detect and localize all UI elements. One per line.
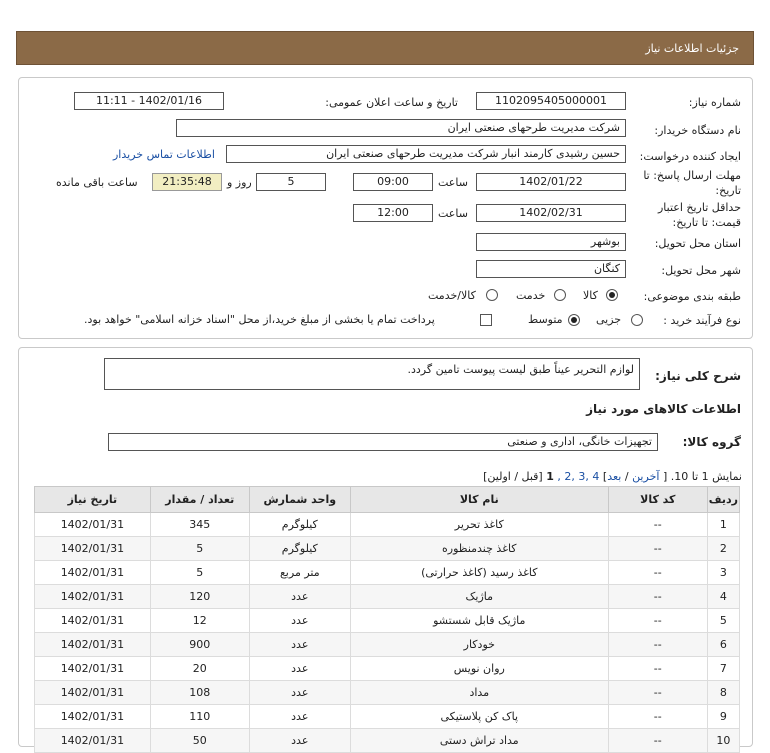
items-table-body [35, 513, 740, 753]
cell-need-date: 1402/01/31 [35, 633, 151, 657]
reply-date-field: 1402/01/22 [476, 173, 626, 191]
cell-need-date: 1402/01/31 [35, 561, 151, 585]
reply-deadline-label-2: تاریخ: [715, 184, 741, 197]
table-row[interactable] [35, 657, 740, 681]
cell-item-code: -- [608, 729, 707, 753]
goods-group-field: تجهیزات خانگی، اداری و صنعتی [108, 433, 658, 451]
days-field: 5 [256, 173, 326, 191]
cell-unit: عدد [249, 609, 350, 633]
cell-need-date: 1402/01/31 [35, 585, 151, 609]
remaining-time-label: ساعت باقی مانده [56, 176, 138, 189]
process-radio-minor[interactable] [631, 314, 643, 326]
table-header-row [35, 487, 740, 513]
cell-item-code: -- [608, 705, 707, 729]
city-label: شهر محل تحویل: [661, 264, 741, 277]
col-quantity: تعداد / مقدار [150, 487, 249, 513]
table-row[interactable] [35, 561, 740, 585]
cell-quantity: 110 [150, 705, 249, 729]
category-option-goods: کالا [583, 289, 598, 302]
page-header [16, 31, 754, 65]
cell-quantity: 5 [150, 537, 249, 561]
cell-need-date: 1402/01/31 [35, 705, 151, 729]
cell-row-number: 8 [707, 681, 739, 705]
pagination-page-links[interactable]: 4 ,3 ,2 , [557, 470, 600, 483]
cell-item-code: -- [608, 561, 707, 585]
cell-item-name: خودکار [350, 633, 608, 657]
description-label: شرح کلی نیاز: [655, 369, 741, 383]
pagination-separator: / [624, 470, 629, 483]
validity-time-label: ساعت [438, 207, 468, 220]
items-table [34, 486, 740, 753]
need-number-label: شماره نیاز: [688, 96, 741, 109]
cell-row-number: 5 [707, 609, 739, 633]
cell-need-date: 1402/01/31 [35, 657, 151, 681]
cell-item-code: -- [608, 609, 707, 633]
table-row[interactable] [35, 729, 740, 753]
cell-item-code: -- [608, 537, 707, 561]
cell-unit: عدد [249, 585, 350, 609]
reply-deadline-label: مهلت ارسال پاسخ: تا [643, 169, 741, 182]
cell-unit: عدد [249, 681, 350, 705]
announce-field: 1402/01/16 - 11:11 [74, 92, 224, 110]
payment-note: پرداخت تمام یا بخشی از مبلغ خرید،از محل "اسناد خزانه اسلامی" خواهد بود. [84, 313, 435, 326]
cell-item-name: روان نویس [350, 657, 608, 681]
cell-need-date: 1402/01/31 [35, 681, 151, 705]
cell-quantity: 20 [150, 657, 249, 681]
col-row-number: ردیف [707, 487, 739, 513]
days-label: روز و [227, 176, 252, 189]
cell-unit: عدد [249, 729, 350, 753]
reply-time-label: ساعت [438, 176, 468, 189]
goods-info-title: اطلاعات کالاهای مورد نیاز [586, 402, 741, 416]
buyer-field: شرکت مدیریت طرحهای صنعتی ایران [176, 119, 626, 137]
creator-label: ایجاد کننده درخواست: [639, 150, 741, 163]
cell-item-code: -- [608, 633, 707, 657]
cell-row-number: 2 [707, 537, 739, 561]
cell-unit: متر مربع [249, 561, 350, 585]
process-label: نوع فرآیند خرید : [663, 314, 741, 327]
description-field: لوازم التحریر عیناً طبق لیست پیوست تامین گردد. [104, 358, 640, 390]
table-row[interactable] [35, 681, 740, 705]
pagination-open-bracket: [ [662, 470, 668, 483]
cell-item-name: ماژیک [350, 585, 608, 609]
cell-unit: کیلوگرم [249, 537, 350, 561]
col-item-name: نام کالا [350, 487, 608, 513]
cell-unit: کیلوگرم [249, 513, 350, 537]
cell-row-number: 6 [707, 633, 739, 657]
cell-quantity: 50 [150, 729, 249, 753]
pagination-current-page: 1 [546, 470, 554, 483]
cell-row-number: 3 [707, 561, 739, 585]
table-row[interactable] [35, 513, 740, 537]
cell-item-name: کاغذ چندمنظوره [350, 537, 608, 561]
validity-label-2: قیمت: تا تاریخ: [672, 216, 741, 229]
category-radio-goods-service[interactable] [486, 289, 498, 301]
need-number-field: 1102095405000001 [476, 92, 626, 110]
cell-need-date: 1402/01/31 [35, 729, 151, 753]
process-option-medium: متوسط [528, 313, 563, 326]
creator-field: حسین رشیدی کارمند انبار شرکت مدیریت طرحهای صنعتی ایران [226, 145, 626, 163]
cell-need-date: 1402/01/31 [35, 609, 151, 633]
category-option-goods-service: کالا/خدمت [428, 289, 476, 302]
city-field: کنگان [476, 260, 626, 278]
province-label: استان محل تحویل: [654, 237, 741, 250]
pagination [483, 470, 742, 483]
announce-label: تاریخ و ساعت اعلان عمومی: [325, 96, 458, 109]
cell-need-date: 1402/01/31 [35, 513, 151, 537]
validity-time-field: 12:00 [353, 204, 433, 222]
cell-quantity: 5 [150, 561, 249, 585]
pagination-last-link[interactable]: آخرین [632, 470, 660, 483]
province-field: بوشهر [476, 233, 626, 251]
cell-item-name: مداد تراش دستی [350, 729, 608, 753]
cell-unit: عدد [249, 633, 350, 657]
table-row[interactable] [35, 537, 740, 561]
category-label: طبقه بندی موضوعی: [643, 290, 741, 303]
cell-item-code: -- [608, 681, 707, 705]
category-radio-service[interactable] [554, 289, 566, 301]
cell-quantity: 345 [150, 513, 249, 537]
col-unit: واحد شمارش [249, 487, 350, 513]
treasury-checkbox[interactable] [480, 314, 492, 326]
table-row[interactable] [35, 609, 740, 633]
col-need-date: تاریخ نیاز [35, 487, 151, 513]
cell-row-number: 1 [707, 513, 739, 537]
pagination-next-link[interactable]: بعد [607, 470, 622, 483]
cell-item-name: پاک کن پلاستیکی [350, 705, 608, 729]
page-title: جزئیات اطلاعات نیاز [645, 42, 739, 55]
cell-unit: عدد [249, 705, 350, 729]
cell-unit: عدد [249, 657, 350, 681]
category-option-service: خدمت [516, 289, 546, 302]
table-row[interactable] [35, 633, 740, 657]
cell-row-number: 4 [707, 585, 739, 609]
cell-item-code: -- [608, 657, 707, 681]
cell-item-name: کاغذ رسید (کاغذ حرارتی) [350, 561, 608, 585]
cell-item-name: ماژیک قابل شستشو [350, 609, 608, 633]
cell-need-date: 1402/01/31 [35, 537, 151, 561]
cell-row-number: 10 [707, 729, 739, 753]
validity-date-field: 1402/02/31 [476, 204, 626, 222]
pagination-close-bracket: ] [602, 470, 608, 483]
buyer-label: نام دستگاه خریدار: [654, 124, 741, 137]
table-row[interactable] [35, 705, 740, 729]
contact-buyer-link[interactable]: اطلاعات تماس خریدار [113, 148, 215, 161]
cell-item-name: کاغذ تحریر [350, 513, 608, 537]
cell-quantity: 120 [150, 585, 249, 609]
pagination-prev-first: [قبل / اولین] [483, 470, 543, 483]
cell-item-name: مداد [350, 681, 608, 705]
cell-item-code: -- [608, 585, 707, 609]
category-radio-goods[interactable] [606, 289, 618, 301]
cell-row-number: 9 [707, 705, 739, 729]
cell-quantity: 12 [150, 609, 249, 633]
remaining-time-field: 21:35:48 [152, 173, 222, 191]
process-radio-medium[interactable] [568, 314, 580, 326]
cell-row-number: 7 [707, 657, 739, 681]
goods-group-label: گروه کالا: [682, 435, 741, 449]
cell-quantity: 108 [150, 681, 249, 705]
col-item-code: کد کالا [608, 487, 707, 513]
reply-time-field: 09:00 [353, 173, 433, 191]
cell-quantity: 900 [150, 633, 249, 657]
cell-item-code: -- [608, 513, 707, 537]
table-row[interactable] [35, 585, 740, 609]
validity-label: حداقل تاریخ اعتبار [657, 201, 741, 214]
pagination-summary: نمایش 1 تا 10. [670, 470, 742, 483]
process-option-minor: جزیی [596, 313, 622, 326]
